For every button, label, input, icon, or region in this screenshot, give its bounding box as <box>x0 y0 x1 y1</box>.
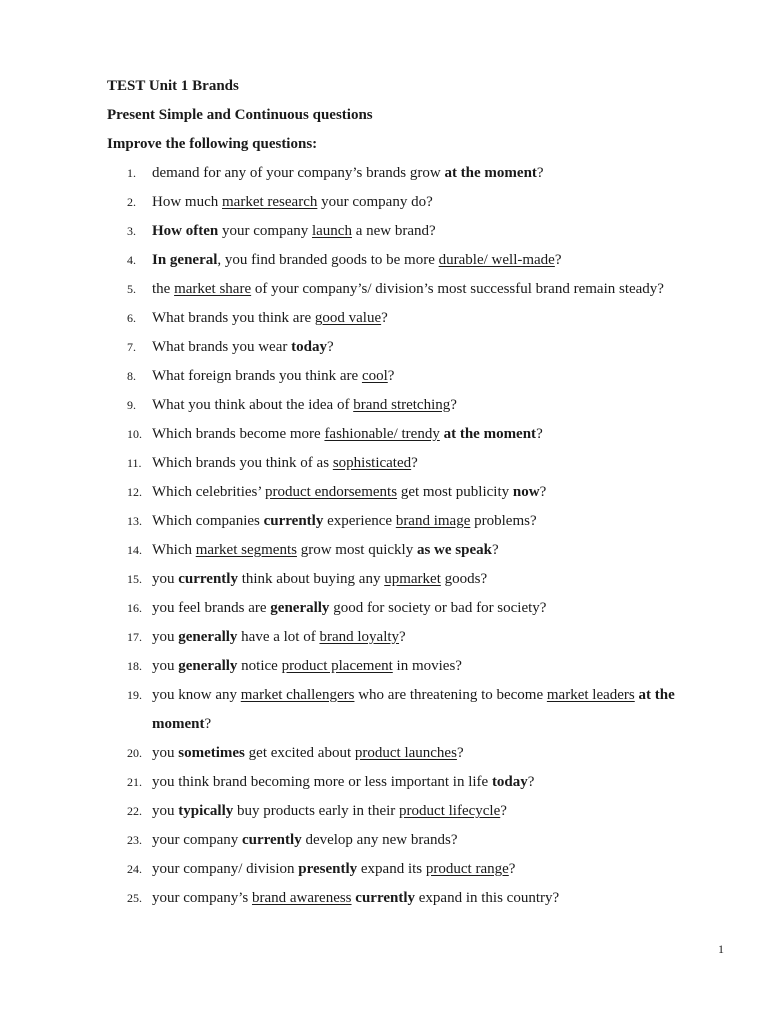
text-run: you feel brands are <box>152 600 271 616</box>
bold-phrase: typically <box>178 803 234 819</box>
underlined-term: market challengers <box>240 687 355 703</box>
question-text <box>152 536 737 565</box>
question-text <box>152 275 737 304</box>
bold-phrase: today <box>291 339 327 355</box>
question-text <box>152 652 737 681</box>
question-item <box>107 246 737 275</box>
underlined-term: product placement <box>281 658 393 674</box>
underlined-term: brand awareness <box>251 890 352 906</box>
question-number: 14. <box>127 543 142 557</box>
text-run: ? <box>536 165 544 181</box>
question-item <box>107 768 737 797</box>
text-run: goods? <box>440 571 488 587</box>
underlined-term: market segments <box>195 542 297 558</box>
question-number: 7. <box>127 340 136 354</box>
bold-phrase: today <box>491 774 528 790</box>
text-run: grow most quickly <box>296 542 417 558</box>
question-number: 12. <box>127 485 142 499</box>
underlined-term: fashionable/ trendy <box>324 426 440 442</box>
question-item <box>107 797 737 826</box>
underlined-term: upmarket <box>384 571 441 587</box>
text-run: have a lot of <box>237 629 320 645</box>
question-item <box>107 652 737 681</box>
text-run: you know any <box>152 687 241 703</box>
text-run: think about buying any <box>237 571 385 587</box>
text-run: expand its <box>357 861 426 877</box>
question-number: 16. <box>127 601 142 615</box>
bold-phrase: generally <box>270 600 330 616</box>
text-run: What brands you wear <box>152 339 292 355</box>
document-subtitle: Present Simple and Continuous questions <box>107 107 373 123</box>
question-number: 11. <box>127 456 142 470</box>
question-item <box>107 304 737 333</box>
underlined-term: launch <box>311 223 352 239</box>
question-text <box>152 449 737 478</box>
text-run: ? <box>539 484 547 500</box>
question-text <box>152 333 737 362</box>
text-run: develop any new brands? <box>301 832 458 848</box>
bold-phrase: currently <box>263 513 324 529</box>
text-run: ? <box>554 252 562 268</box>
text-run: your company’s <box>152 890 252 906</box>
question-number: 2. <box>127 195 136 209</box>
text-run: experience <box>323 513 396 529</box>
question-number: 15. <box>127 572 142 586</box>
underlined-term: good value <box>314 310 382 326</box>
underlined-term: cool <box>361 368 388 384</box>
bold-phrase: generally <box>178 658 238 674</box>
bold-phrase: How often <box>152 223 219 239</box>
text-run: demand for any of your company’s brands grow <box>152 165 445 181</box>
question-item <box>107 739 737 768</box>
question-text <box>152 797 737 826</box>
question-number: 8. <box>127 369 136 383</box>
question-number: 21. <box>127 775 142 789</box>
question-item <box>107 391 737 420</box>
bold-phrase: currently <box>355 890 415 906</box>
text-run: the <box>152 281 175 297</box>
bold-phrase: at the moment <box>444 165 537 181</box>
underlined-term: market leaders <box>546 687 635 703</box>
text-run: ? <box>450 397 457 413</box>
question-text <box>152 855 737 884</box>
text-run: Which <box>152 542 196 558</box>
text-run: ? <box>411 455 418 471</box>
underlined-term: sophisticated <box>332 455 412 471</box>
question-item <box>107 826 737 855</box>
question-number: 4. <box>127 253 136 267</box>
question-item <box>107 623 737 652</box>
text-run: ? <box>536 426 543 442</box>
question-item <box>107 507 737 536</box>
question-number: 25. <box>127 891 142 905</box>
text-run: How much <box>152 194 222 210</box>
text-run: Which celebrities’ <box>152 484 265 500</box>
question-text <box>152 246 737 275</box>
question-number: 20. <box>127 746 142 760</box>
text-run: ? <box>204 716 212 732</box>
question-number: 6. <box>127 311 136 325</box>
text-run: you <box>152 803 179 819</box>
question-number: 22. <box>127 804 142 818</box>
question-text <box>152 478 737 507</box>
underlined-term: product endorsements <box>265 484 398 500</box>
question-text <box>152 739 737 768</box>
bold-phrase: at the moment <box>152 687 675 732</box>
underlined-term: product lifecycle <box>399 803 501 819</box>
text-run: What foreign brands you think are <box>152 368 362 384</box>
question-text <box>152 188 737 217</box>
question-text <box>152 594 737 623</box>
text-run: you <box>152 658 179 674</box>
text-run: of your company’s/ division’s most successful brand remain steady? <box>251 281 664 297</box>
question-list <box>107 159 737 913</box>
text-run: a new brand? <box>351 223 436 239</box>
question-text <box>152 391 737 420</box>
text-run: get excited about <box>244 745 355 761</box>
text-run: you <box>152 745 179 761</box>
question-number: 10. <box>127 427 142 441</box>
text-run: you think brand becoming more or less important in life <box>152 774 492 790</box>
bold-phrase: currently <box>241 832 302 848</box>
question-text <box>152 623 737 652</box>
text-run: ? <box>399 629 406 645</box>
question-item <box>107 536 737 565</box>
text-run: buy products early in their <box>233 803 400 819</box>
question-number: 9. <box>127 398 136 412</box>
question-number: 17. <box>127 630 142 644</box>
question-item <box>107 449 737 478</box>
question-text <box>152 159 737 188</box>
question-text <box>152 884 737 913</box>
document-page <box>107 72 737 913</box>
question-text <box>152 362 737 391</box>
document-title: TEST Unit 1 Brands <box>107 78 239 94</box>
question-item <box>107 159 737 188</box>
text-run: ? <box>326 339 334 355</box>
text-run: ? <box>500 803 507 819</box>
question-text <box>152 304 737 333</box>
question-number: 1. <box>127 166 136 180</box>
question-item <box>107 884 737 913</box>
question-number: 18. <box>127 659 142 673</box>
text-run: you <box>152 571 179 587</box>
bold-phrase: generally <box>178 629 238 645</box>
text-run: ? <box>508 861 516 877</box>
bold-phrase: In general <box>152 252 218 268</box>
text-run: get most publicity <box>397 484 513 500</box>
question-number: 24. <box>127 862 142 876</box>
text-run: your company <box>152 832 242 848</box>
text-run: in movies? <box>392 658 462 674</box>
text-run: ? <box>491 542 499 558</box>
text-run: ? <box>456 745 464 761</box>
question-item <box>107 275 737 304</box>
bold-phrase: sometimes <box>178 745 245 761</box>
question-text <box>152 420 737 449</box>
text-run: your company <box>218 223 312 239</box>
text-run: expand in this country? <box>415 890 560 906</box>
question-number: 23. <box>127 833 142 847</box>
text-run: What brands you think are <box>152 310 315 326</box>
question-item <box>107 420 737 449</box>
text-run: , you find branded goods to be more <box>217 252 439 268</box>
underlined-term: brand loyalty <box>319 629 400 645</box>
text-run: you <box>152 629 179 645</box>
question-item <box>107 565 737 594</box>
question-item <box>107 478 737 507</box>
underlined-term: product launches <box>354 745 457 761</box>
text-run: ? <box>387 368 395 384</box>
underlined-term: product range <box>425 861 509 877</box>
question-item <box>107 217 737 246</box>
text-run: your company/ division <box>152 861 299 877</box>
bold-phrase: now <box>512 484 540 500</box>
text-run: good for society or bad for society? <box>329 600 547 616</box>
question-item <box>107 855 737 884</box>
underlined-term: brand stretching <box>353 397 451 413</box>
text-run: Which companies <box>152 513 264 529</box>
bold-phrase: presently <box>298 861 358 877</box>
text-run: What you think about the idea of <box>152 397 354 413</box>
question-number: 19. <box>127 688 142 702</box>
question-text <box>152 565 737 594</box>
question-item <box>107 188 737 217</box>
question-number: 13. <box>127 514 142 528</box>
underlined-term: durable/ well-made <box>438 252 555 268</box>
text-run: problems? <box>470 513 537 529</box>
text-run: who are threatening to become <box>354 687 547 703</box>
question-item <box>107 594 737 623</box>
question-item <box>107 333 737 362</box>
text-run: your company do? <box>317 194 433 210</box>
page-number: 1 <box>718 942 724 956</box>
text-run: ? <box>527 774 535 790</box>
bold-phrase: as we speak <box>416 542 492 558</box>
text-run: ? <box>381 310 388 326</box>
underlined-term: market research <box>222 194 318 210</box>
question-text <box>152 826 737 855</box>
question-number: 3. <box>127 224 136 238</box>
question-text <box>152 681 737 739</box>
question-item <box>107 362 737 391</box>
question-text <box>152 217 737 246</box>
text-run: Which brands you think of as <box>152 455 333 471</box>
bold-phrase: at the moment <box>443 426 537 442</box>
bold-phrase: currently <box>178 571 238 587</box>
underlined-term: brand image <box>395 513 471 529</box>
instruction-text: Improve the following questions: <box>107 136 318 152</box>
question-text <box>152 507 737 536</box>
question-item <box>107 681 737 739</box>
text-run: Which brands become more <box>152 426 325 442</box>
question-number: 5. <box>127 282 136 296</box>
text-run: notice <box>237 658 282 674</box>
question-text <box>152 768 737 797</box>
underlined-term: market share <box>174 281 252 297</box>
